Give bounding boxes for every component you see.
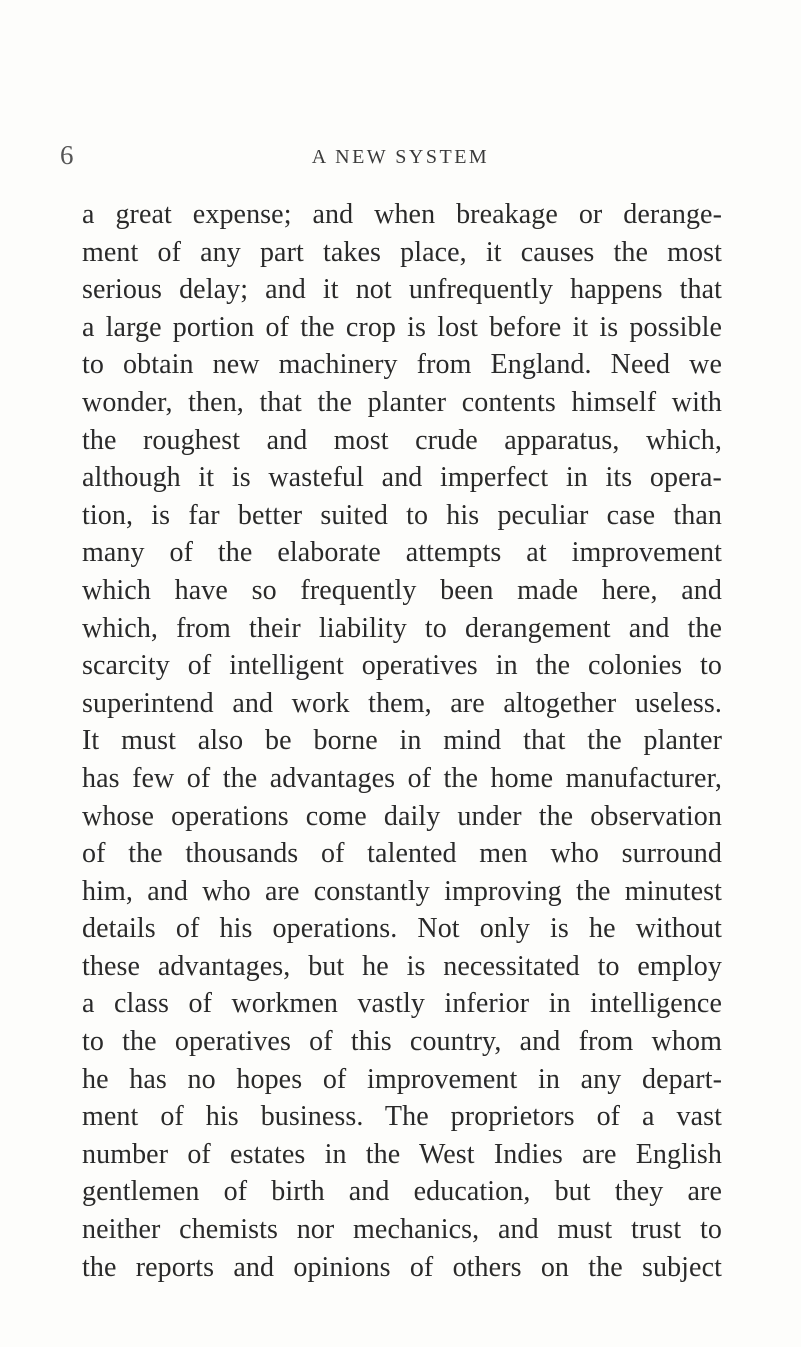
text-line: a large portion of the crop is lost before it is possible xyxy=(82,311,722,343)
text-line: gentlemen of birth and education, but they are xyxy=(82,1176,722,1208)
text-line: although it is wasteful and imperfect in its opera- xyxy=(82,462,722,494)
text-line: which, from their liability to derangement and the xyxy=(82,612,722,644)
text-line: him, and who are constantly improving the minutest xyxy=(82,875,722,907)
text-line: It must also be borne in mind that the planter xyxy=(82,725,722,757)
text-line: which have so frequently been made here, and xyxy=(82,574,722,606)
text-line: of the thousands of talented men who surround xyxy=(82,838,722,870)
text-line: ment of any part takes place, it causes the most xyxy=(82,236,722,268)
text-line: whose operations come daily under the observation xyxy=(82,800,722,832)
running-head xyxy=(0,140,801,180)
text-line: scarcity of intelligent operatives in the colonies to xyxy=(82,650,722,682)
text-line: the roughest and most crude apparatus, which, xyxy=(82,424,722,456)
text-line: has few of the advantages of the home manufacturer, xyxy=(82,762,722,794)
text-line: number of estates in the West Indies are English xyxy=(82,1138,722,1170)
text-line: superintend and work them, are altogether useless. xyxy=(82,687,722,719)
text-line: details of his operations. Not only is he without xyxy=(82,913,722,945)
text-line: these advantages, but he is necessitated to employ xyxy=(82,950,722,982)
text-line: a great expense; and when breakage or derange- xyxy=(82,199,722,230)
running-head-title: A NEW SYSTEM xyxy=(311,146,490,168)
text-line: a class of workmen vastly inferior in intelligence xyxy=(82,988,722,1020)
body-text xyxy=(82,196,722,1286)
text-line: tion, is far better suited to his peculiar case than xyxy=(82,499,722,531)
text-line: serious delay; and it not unfrequently happens that xyxy=(82,274,722,306)
text-line: he has no hopes of improvement in any depart- xyxy=(82,1063,722,1095)
text-line: neither chemists nor mechanics, and must trust to xyxy=(82,1214,722,1246)
text-line: the reports and opinions of others on the subject xyxy=(82,1251,722,1283)
text-line: ment of his business. The proprietors of a vast xyxy=(82,1101,722,1133)
text-line: wonder, then, that the planter contents himself with xyxy=(82,386,722,418)
text-line: to the operatives of this country, and from whom xyxy=(82,1026,722,1058)
page-number: 6 xyxy=(60,140,74,170)
text-line: many of the elaborate attempts at improvement xyxy=(82,537,722,569)
text-line: to obtain new machinery from England. Need we xyxy=(82,349,722,381)
